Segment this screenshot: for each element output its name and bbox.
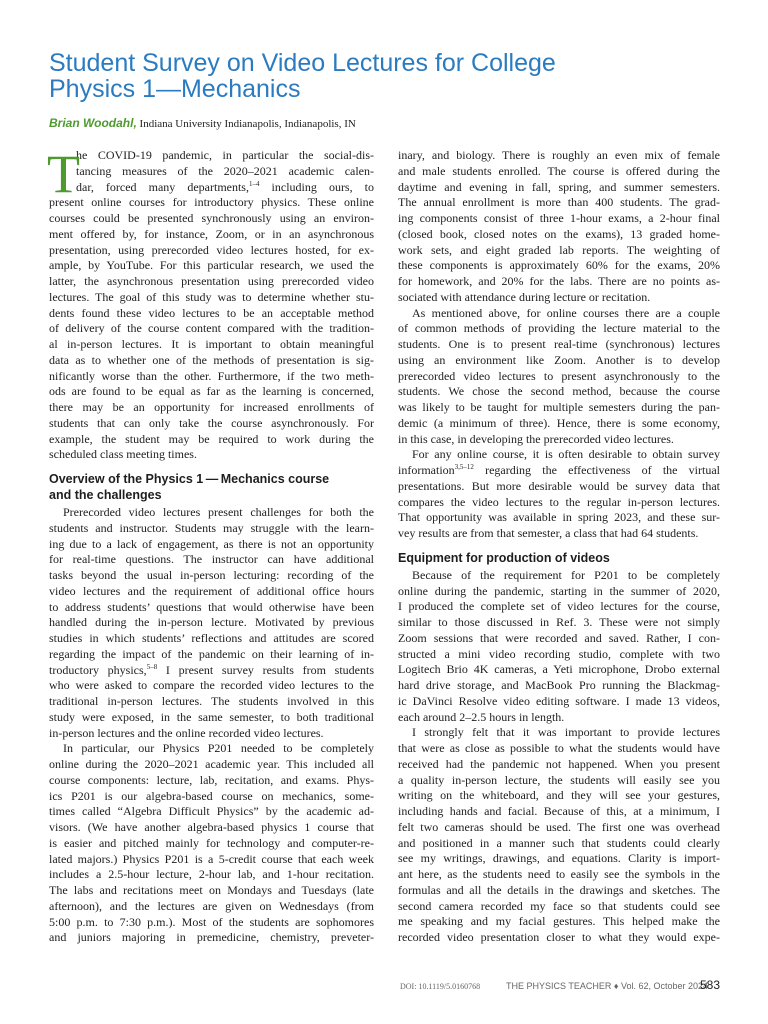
text-line: of common methods of providing the lecture material to the bbox=[398, 321, 720, 336]
text-line: is easier and pitched mainly for technology and computer-re- bbox=[49, 835, 374, 850]
intro-paragraph bbox=[47, 144, 374, 463]
text-line: In particular, our Physics P201 needed to be completely bbox=[63, 741, 374, 756]
text-line: Because of the requirement for P201 to be completely bbox=[412, 567, 720, 582]
text-line: ing components consist of three 1-hour exams, a 2-hour final bbox=[398, 211, 720, 225]
text-line: recorded video presentation closer to what they would expe- bbox=[398, 930, 720, 944]
text-line: work sets, and eight graded lab reports. The weighting of bbox=[398, 242, 720, 257]
byline bbox=[49, 116, 729, 131]
text-line: daytime and evening in fall, spring, and summer semesters. bbox=[398, 179, 720, 194]
text-line: writing on the whiteboard, and they will see your gestures, bbox=[398, 788, 720, 803]
text-line: (closed book, closed notes on the exams), 13 graded home- bbox=[398, 226, 720, 241]
text-line: study were exposed, in the same semester, to both traditional bbox=[49, 709, 374, 724]
text-line: there may be an opportunity for increased enrollments of bbox=[49, 400, 374, 414]
text-line: tasks beyond the usual in-person lecturing: recording of the bbox=[49, 568, 374, 582]
text-line: ing due to a lack of engagement, as there is not an opportunity bbox=[49, 536, 374, 551]
text-line: video lectures and the requirement of additional office hours bbox=[49, 583, 374, 598]
doi: DOI: 10.1119/5.0160768 bbox=[400, 982, 481, 991]
text-line: and male students enrolled. The course is offered during the bbox=[398, 163, 720, 178]
text-line: online during the pandemic, starting in the summer of 2020, bbox=[398, 583, 720, 598]
paragraph bbox=[398, 479, 720, 542]
text-line: was likely to be taught for multiple semesters during the pan- bbox=[398, 400, 720, 414]
text-line: For any online course, it is often desirable to obtain survey bbox=[412, 447, 720, 462]
text-line: I produced the complete set of video lectures for the course, bbox=[398, 599, 720, 614]
text-line: nificantly worse than the other. Furthermore, if the two meth- bbox=[49, 368, 374, 383]
text-line: these components is approximately 60% for the exams, 20% bbox=[398, 258, 720, 273]
text-line: prerecorded video lectures to present asynchronously to the bbox=[398, 368, 720, 383]
text-line: that were as close as possible to what the students would have bbox=[398, 741, 720, 755]
text-line: to address students’ questions that would otherwise have been bbox=[49, 599, 374, 614]
text-line: latter, the asynchronous presentation using prerecorded video bbox=[49, 274, 374, 288]
text-line: received had the pandemic not happened. When you present bbox=[398, 756, 720, 771]
text-line: similar to those discussed in Ref. 3. These were not simply bbox=[398, 615, 720, 629]
section-heading-overview: Overview of the Physics 1 — Mechanics course and the challenges bbox=[49, 472, 330, 502]
text-line: lectures. The goal of this study was to determine whether stu- bbox=[49, 289, 374, 304]
text-line: traditional in-person lectures. The students involved in this bbox=[49, 694, 374, 708]
text-line: ample, by YouTube. For this particular research, we used the bbox=[49, 258, 374, 273]
section-heading-equipment: Equipment for production of videos bbox=[398, 550, 610, 565]
text-line: students and instructor. Students may struggle with the learn- bbox=[49, 520, 374, 535]
text-line: ant here, as the students need to easily see the symbols in the bbox=[398, 867, 720, 881]
reference-superscript: 3,5–12 bbox=[454, 463, 474, 471]
text-line: students. One is to present real-time (synchronous) lectures bbox=[398, 337, 720, 351]
text-line: sociated with attendance during lecture or recitation. bbox=[398, 289, 651, 304]
text-line: online during the 2020–2021 academic year. This included all bbox=[49, 757, 374, 771]
text-line: vey results are from that semester, a class that had 64 students. bbox=[398, 526, 699, 540]
drop-cap: T bbox=[47, 144, 80, 204]
column-right bbox=[398, 148, 720, 946]
paragraph bbox=[398, 148, 720, 306]
text-line: example, the student may be required to work during the bbox=[49, 431, 374, 446]
text-line: al in-person lectures. It is important to obtain meaningful bbox=[49, 337, 374, 351]
text-line: handled during the in-person lecture. Motivated by previous bbox=[49, 615, 374, 630]
text-line: in-person lectures and the online recorded video lectures. bbox=[49, 725, 324, 740]
text-line: including hands and facial. Because of this, at a minimum, I bbox=[398, 804, 720, 818]
text-line: compares the video lectures to the regular in-person lectures. bbox=[398, 494, 720, 509]
text-line: ods are found to be equal as far as the learning is concerned, bbox=[49, 384, 374, 399]
text-line: ics P201 is our algebra-based course on mechanics, some- bbox=[49, 788, 374, 803]
text-line: dents found these video lectures to be an acceptable method bbox=[49, 305, 374, 320]
text-line: present online courses for introductory physics. These online bbox=[49, 195, 374, 210]
text-line: information$^{3,5-12}$ regarding the effectiveness of the virtual bbox=[398, 463, 720, 477]
text-line: presentations. But more desirable would be survey data that bbox=[398, 478, 720, 493]
text-line: and juniors majoring in premedicine, chemistry, preveter- bbox=[49, 930, 374, 945]
article-title bbox=[49, 50, 729, 102]
paragraph bbox=[49, 678, 374, 741]
text-line: includes a 2.5-hour lecture, 2-hour lab, and 1-hour recitation. bbox=[49, 867, 374, 882]
text-line: students. We chose the second method, because the course bbox=[398, 384, 720, 399]
text-line: tancing measures of the 2020–2021 academic calen- bbox=[76, 163, 374, 178]
title-line-2: Physics 1—Mechanics bbox=[49, 75, 301, 103]
text-line: regarding the impact of the pandemic on their learning of in- bbox=[49, 646, 374, 661]
column-left bbox=[47, 144, 374, 946]
text-line: course components: lecture, lab, recitation, and exams. Phys- bbox=[49, 772, 374, 787]
paragraph bbox=[398, 568, 720, 726]
text-line: demic (a minimum of three). Hence, there is some economy, bbox=[398, 415, 720, 430]
title-line-1: Student Survey on Video Lectures for College bbox=[49, 49, 556, 77]
text-line: presentation, using prerecorded video lectures hosted, for ex- bbox=[49, 242, 374, 257]
text-line: using an environment like Zoom. Another is to develop bbox=[398, 352, 720, 367]
text-line: ic DaVinci Resolve video editing software. I made 13 videos, bbox=[398, 693, 720, 708]
text-line: The labs and recitations meet on Mondays and Tuesdays (late bbox=[49, 883, 374, 897]
text-line: formulas and all the details in the drawings and sketches. The bbox=[398, 882, 720, 897]
text-line: Zoom sessions that were recorded and saved. Rather, I con- bbox=[398, 630, 720, 645]
text-line: for homework, and 20% for the labs. There are no points as- bbox=[398, 274, 720, 288]
text-line: studies in which students’ reflections and attitudes are scored bbox=[49, 631, 374, 645]
text-line: in this case, in developing the prerecorded video lectures. bbox=[398, 431, 674, 446]
reference-superscript: 1–4 bbox=[248, 179, 260, 188]
text-line: Logitech Brio 4K cameras, a Yeti microphone, Drobo external bbox=[398, 662, 720, 677]
text-line: hard drive storage, and MacBook Pro running the Blackmag- bbox=[398, 678, 720, 692]
text-line: who were asked to compare the recorded video lectures to the bbox=[49, 678, 374, 693]
text-line: troductory physics,$^{5-8}$ I present survey results from students bbox=[49, 662, 374, 677]
reference-superscript: 5–8 bbox=[146, 662, 158, 671]
text-line: I strongly felt that it was important to provide lectures bbox=[412, 725, 720, 740]
text-line: structed a mini video recording studio, complete with two bbox=[398, 646, 720, 661]
text-line: of delivery of the course content compared with the tradition- bbox=[49, 321, 374, 336]
text-line: see my writings, drawings, and equations. Clarity is import- bbox=[398, 851, 720, 866]
text-line: 5:00 p.m. to 7:30 p.m.). Most of the students are sophomores bbox=[49, 914, 374, 929]
text-line: ment offered by, for instance, Zoom, or in an asynchronous bbox=[49, 226, 374, 241]
text-line: each around 2–2.5 hours in length. bbox=[398, 709, 565, 724]
text-line: he COVID-19 pandemic, in particular the social-dis- bbox=[76, 148, 374, 162]
text-line: lated majors.) Physics P201 is a 5-credit course that each week bbox=[49, 851, 374, 866]
author-name: Brian Woodahl, bbox=[49, 116, 137, 130]
text-line: That opportunity was available in spring 2023, and these sur- bbox=[398, 510, 720, 525]
text-line: visors. (We have another algebra-based physics 1 course that bbox=[49, 820, 374, 834]
text-line: dar, forced many departments,$^{1-4}$ including ours, to bbox=[76, 179, 374, 194]
paragraph bbox=[49, 505, 374, 663]
text-line: afternoon), and the lectures are given on Wednesdays (from bbox=[49, 898, 374, 913]
text-line: The annual enrollment is more than 400 students. The grad- bbox=[398, 195, 720, 210]
text-line: courses could be presented synchronously using an environ- bbox=[49, 211, 374, 225]
text-line: inary, and biology. There is roughly an even mix of female bbox=[398, 148, 720, 162]
text-line: and positioned in a manner such that students could clearly bbox=[398, 835, 720, 850]
text-line: a quality in-person lecture, the students will easily see you bbox=[398, 772, 720, 787]
text-line: me speaking and my facial gestures. This helped make the bbox=[398, 914, 720, 929]
paragraph bbox=[398, 725, 720, 946]
text-line: Prerecorded video lectures present challenges for both the bbox=[63, 505, 374, 519]
page-number: 583 bbox=[700, 978, 721, 992]
author-affiliation: Indiana University Indianapolis, Indianapolis, IN bbox=[139, 118, 356, 130]
text-line: for real-time questions. The instructor can have additional bbox=[49, 552, 374, 567]
text-line: data as to whether one of the methods of presentation is sig- bbox=[49, 352, 374, 367]
text-line: As mentioned above, for online courses there are a couple bbox=[412, 305, 720, 320]
paragraph bbox=[398, 306, 720, 448]
text-line: students that can only take the course asynchronously. For bbox=[49, 415, 374, 430]
text-line: times called “Algebra Difficult Physics” by the academic ad- bbox=[49, 804, 374, 819]
text-line: second camera recorded my face so that students could see bbox=[398, 898, 720, 913]
text-line: scheduled class meeting times. bbox=[49, 447, 197, 462]
paragraph bbox=[49, 741, 374, 946]
journal-info: THE PHYSICS TEACHER ♦ Vol. 62, October 2024 bbox=[506, 981, 709, 991]
text-line: felt two cameras should be used. The first one was overhead bbox=[398, 819, 720, 834]
